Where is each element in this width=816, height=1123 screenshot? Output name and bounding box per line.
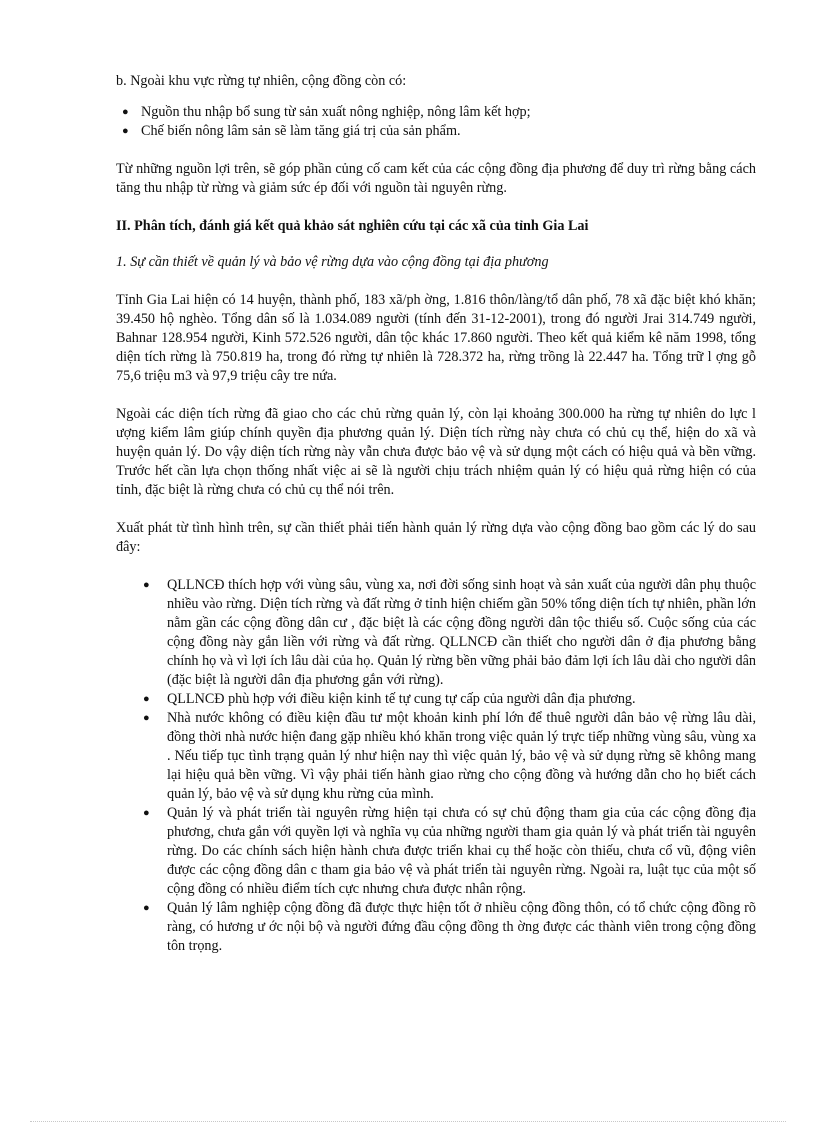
intro-bullet-list — [116, 103, 756, 141]
list-item: ● Quản lý lâm nghiệp cộng đồng đã được thực hiện tốt ở nhiều cộng đồng thôn, có tổ chức cộng đồng rõ ràng, có hương ư ớc nội bộ và người đứng đầu cộng đồng th ờng được các thành viên trong cộng đồng tôn trọng. — [143, 900, 756, 954]
reasons-bullet-list — [116, 576, 756, 956]
list-item: ● Quản lý và phát triển tài nguyên rừng hiện tại chưa có sự chủ động tham gia của các cộng đồng địa phương, chưa gắn với quyền lợi và nghĩa vụ của những người tham gia quản lý và phát triển tài nguyên rừng. Do các chính sách hiện hành chưa được triển khai cụ thể hoặc còn thiếu, chưa cổ vũ, động viên được các cộng đồng dân c tham gia bảo vệ và phát triển tài nguyên rừng. Ngoài ra, luật tục của một số cộng đồng có nhiều điểm tích cực nhưng chưa được nhân rộng. — [143, 805, 756, 897]
section-subtitle: 1. Sự cần thiết về quản lý và bảo vệ rừng dựa vào cộng đồng tại địa phương — [116, 254, 549, 270]
paragraph-province-overview: Tỉnh Gia Lai hiện có 14 huyện, thành phố, 183 xã/ph ờng, 1.816 thôn/làng/tổ dân phố, 78 xã đặc biệt khó khăn; 39.450 hộ nghèo. Tổng dân số là 1.034.089 người (tính đến 31-12-2001), trong đó người Jrai 314.749 người, Bahnar 128.954 người, Kinh 572.526 người, dân tộc khác 17.860 người. Theo kết quả kiểm kê năm 1998, tổng diện tích rừng là 750.819 ha, trong đó rừng tự nhiên là 728.372 ha, rừng trồng là 22.447 ha. Tổng trữ l ợng gỗ 75,6 triệu m3 và 97,9 triệu cây tre nứa. — [116, 292, 756, 384]
document-page — [116, 72, 756, 956]
list-item: ● Nguồn thu nhập bổ sung từ sản xuất nông nghiệp, nông lâm kết hợp; — [122, 104, 531, 120]
bullet-icon: ● — [143, 807, 150, 819]
bullet-icon: ● — [143, 902, 150, 914]
list-item: ● QLLNCĐ thích hợp với vùng sâu, vùng xa, nơi đời sống sinh hoạt và sản xuất của người dân phụ thuộc nhiều vào rừng. Diện tích rừng và đất rừng ở tỉnh hiện chiếm gần 50% tổng diện tích tự nhiên, phần lớn nằm gần các cộng đồng dân cư , đặc biệt là các cộng đồng người dân tộc thiểu số. Cuộc sống của các cộng đồng này gắn liền với rừng và đất rừng. QLLNCĐ cần thiết cho người dân ở địa phương bằng chính họ và vì lợi ích lâu dài của họ. Quản lý rừng bền vững phải bảo đảm lợi ích lâu dài cho người dân (đặc biệt là người dân địa phương gắn với rừng). — [143, 577, 756, 688]
bullet-icon: ● — [143, 693, 150, 705]
bullet-icon: ● — [122, 106, 129, 118]
intro-paragraph: Từ những nguồn lợi trên, sẽ góp phần củng cố cam kết của các cộng đồng địa phương để duy trì rừng bằng cách tăng thu nhập từ rừng và giảm sức ép đối với nguồn tài nguyên rừng. — [116, 161, 756, 196]
paragraph-reasons-intro: Xuất phát từ tình hình trên, sự cần thiết phải tiến hành quản lý rừng dựa vào cộng đồng bao gồm các lý do sau đây: — [116, 520, 756, 555]
page-bottom-divider — [30, 1121, 786, 1122]
paragraph-unassigned-forest: Ngoài các diện tích rừng đã giao cho các chủ rừng quản lý, còn lại khoảng 300.000 ha rừng tự nhiên do lực l ượng kiểm lâm giúp chính quyền địa phương quản lý. Diện tích rừng này chưa có chủ cụ thể, hiện do xã và huyện quản lý. Do vậy diện tích rừng này vẫn chưa được bảo vệ và sử dụng một cách có hiệu quả và bền vững. Trước hết cần lựa chọn thống nhất việc ai sẽ là người chịu trách nhiệm quản lý có hiệu quả rừng hiện có của tỉnh, đặc biệt là rừng chưa có chủ cụ thể nói trên. — [116, 406, 756, 498]
list-item: ● QLLNCĐ phù hợp với điều kiện kinh tế tự cung tự cấp của người dân địa phương. — [143, 691, 636, 707]
intro-heading: b. Ngoài khu vực rừng tự nhiên, cộng đồng còn có: — [116, 73, 407, 89]
list-item: ● Nhà nước không có điều kiện đầu tư một khoản kinh phí lớn để thuê người dân bảo vệ rừng lâu dài, đồng thời nhà nước hiện đang gặp nhiều khó khăn trong việc quản lý trực tiếp những vùng sâu, vùng xa . Nếu tiếp tục tình trạng quản lý như hiện nay thì việc quản lý, bảo vệ và sử dụng rừng sẽ không mang lại hiệu quả bền vững. Vì vậy phải tiến hành giao rừng cho cộng đồng và hướng dẫn cho họ biết cách quản lý, bảo vệ và sử dụng khu rừng của mình. — [143, 710, 756, 802]
bullet-icon: ● — [143, 712, 150, 724]
list-item: ● Chế biến nông lâm sản sẽ làm tăng giá trị của sản phẩm. — [122, 123, 461, 139]
section-title: II. Phân tích, đánh giá kết quả khảo sát nghiên cứu tại các xã của tỉnh Gia Lai — [116, 218, 589, 234]
bullet-icon: ● — [122, 125, 129, 137]
bullet-icon: ● — [143, 579, 150, 591]
